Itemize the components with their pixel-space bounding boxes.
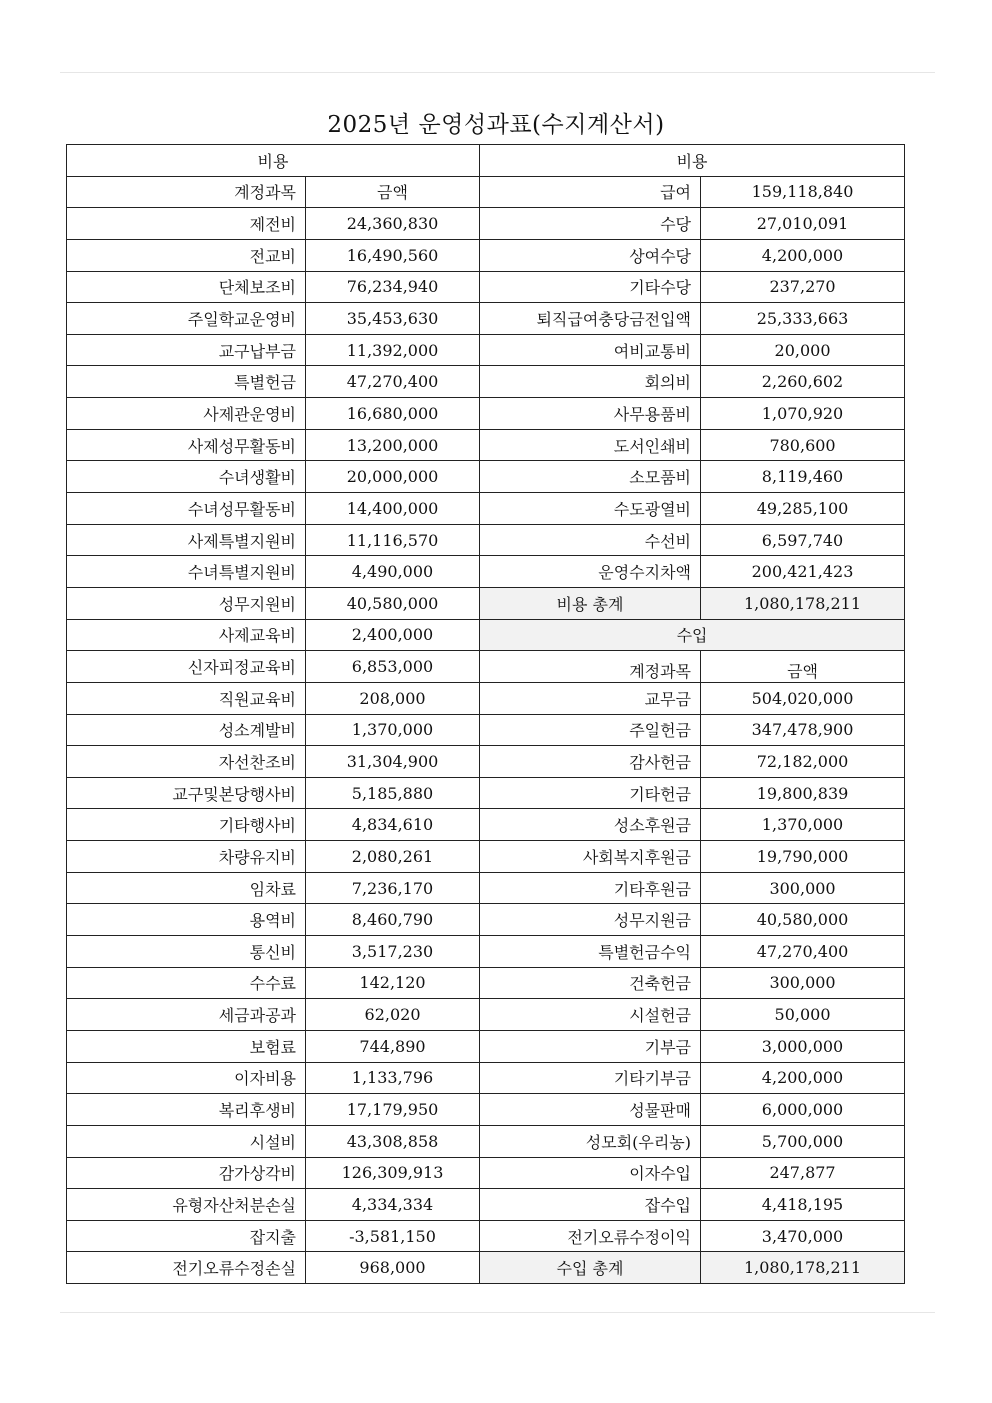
expense-account-label: 사제교육비: [67, 619, 306, 651]
expense-amount-value: 20,000,000: [306, 461, 480, 493]
top-divider: [60, 72, 935, 73]
income-account-label: 기타기부금: [480, 1062, 701, 1094]
table-row: [67, 271, 905, 303]
expense-amount-value: 6,853,000: [306, 651, 480, 683]
expense-amount-value: 6,597,740: [701, 524, 905, 556]
income-amount-value: 4,418,195: [701, 1189, 905, 1221]
expense-amount-value: 4,834,610: [306, 809, 480, 841]
income-account-label: 잡수입: [480, 1189, 701, 1221]
expense-account-label: 사제관운영비: [67, 398, 306, 430]
table-row: [67, 239, 905, 271]
expense-account-label: 보험료: [67, 1030, 306, 1062]
expense-account-label: 사제성무활동비: [67, 429, 306, 461]
expense-account-label: 상여수당: [480, 239, 701, 271]
expense-account-label: 전교비: [67, 239, 306, 271]
expense-account-label: 소모품비: [480, 461, 701, 493]
table-row: [67, 1030, 905, 1062]
table-row: [67, 461, 905, 493]
expense-amount-value: 27,010,091: [701, 208, 905, 240]
expense-amount-value: 16,490,560: [306, 239, 480, 271]
income-statement-table: [66, 144, 905, 1284]
income-amount-value: 40,580,000: [701, 904, 905, 936]
expense-account-label: 성소계발비: [67, 714, 306, 746]
income-amount-value: 19,800,839: [701, 777, 905, 809]
expense-amount-value: 76,234,940: [306, 271, 480, 303]
table-row: [67, 556, 905, 588]
income-amount-value: 3,470,000: [701, 1220, 905, 1252]
expense-account-label: 사제특별지원비: [67, 524, 306, 556]
expense-account-label: 단체보조비: [67, 271, 306, 303]
table-row: [67, 809, 905, 841]
table-row: [67, 904, 905, 936]
table-row: [67, 619, 905, 651]
expense-account-label: 수도광열비: [480, 493, 701, 525]
expense-account-label: 직원교육비: [67, 682, 306, 714]
income-amount-value: 47,270,400: [701, 936, 905, 968]
income-account-label: 기부금: [480, 1030, 701, 1062]
expense-account-label: 유형자산처분손실: [67, 1189, 306, 1221]
expense-account-label: 교구및본당행사비: [67, 777, 306, 809]
income-total-label: 수입 총계: [480, 1252, 701, 1284]
account-column-header: 계정과목: [67, 176, 306, 208]
expense-account-label: 자선찬조비: [67, 746, 306, 778]
table-row: [67, 1062, 905, 1094]
table-row: [67, 303, 905, 335]
expense-amount-value: 35,453,630: [306, 303, 480, 335]
expense-account-label: 수녀생활비: [67, 461, 306, 493]
income-account-label: 시설헌금: [480, 999, 701, 1031]
expense-account-label: 교구납부금: [67, 334, 306, 366]
expense-account-label: 감가상각비: [67, 1157, 306, 1189]
income-account-label: 기타헌금: [480, 777, 701, 809]
expense-account-label: 잡지출: [67, 1220, 306, 1252]
income-account-label: 건축헌금: [480, 967, 701, 999]
expense-account-label: 수수료: [67, 967, 306, 999]
expense-amount-value: 8,460,790: [306, 904, 480, 936]
table-row: [67, 714, 905, 746]
income-amount-value: 247,877: [701, 1157, 905, 1189]
expense-account-label: 통신비: [67, 936, 306, 968]
income-amount-value: 50,000: [701, 999, 905, 1031]
table-row: [67, 366, 905, 398]
expense-account-label: 급여: [480, 176, 701, 208]
income-account-label: 전기오류수정이익: [480, 1220, 701, 1252]
expense-account-label: 이자비용: [67, 1062, 306, 1094]
table-row: [67, 682, 905, 714]
expense-amount-value: 13,200,000: [306, 429, 480, 461]
expense-account-label: 여비교통비: [480, 334, 701, 366]
income-amount-value: 300,000: [701, 872, 905, 904]
table-row: [67, 524, 905, 556]
expense-amount-value: 17,179,950: [306, 1094, 480, 1126]
income-amount-value: 504,020,000: [701, 682, 905, 714]
expense-amount-value: 7,236,170: [306, 872, 480, 904]
table-row: [67, 999, 905, 1031]
expense-section-header-left: 비용: [67, 145, 480, 177]
income-account-label: 기타후원금: [480, 872, 701, 904]
expense-account-label: 수당: [480, 208, 701, 240]
expense-amount-value: 49,285,100: [701, 493, 905, 525]
table-row: [67, 841, 905, 873]
income-account-label: 성무지원금: [480, 904, 701, 936]
expense-amount-value: 1,370,000: [306, 714, 480, 746]
expense-account-label: 수녀성무활동비: [67, 493, 306, 525]
expense-account-label: 퇴직급여충당금전입액: [480, 303, 701, 335]
expense-account-label: 수선비: [480, 524, 701, 556]
income-amount-value: 19,790,000: [701, 841, 905, 873]
expense-amount-value: 237,270: [701, 271, 905, 303]
income-account-label: 특별헌금수익: [480, 936, 701, 968]
income-amount-value: 72,182,000: [701, 746, 905, 778]
expense-account-label: 용역비: [67, 904, 306, 936]
income-account-label: 사회복지후원금: [480, 841, 701, 873]
income-amount-value: 300,000: [701, 967, 905, 999]
expense-amount-value: 2,260,602: [701, 366, 905, 398]
expense-amount-value: 744,890: [306, 1030, 480, 1062]
expense-amount-value: 40,580,000: [306, 587, 480, 619]
expense-total-label: 비용 총계: [480, 587, 701, 619]
income-section-header: 수입: [480, 619, 905, 651]
income-amount-value: 5,700,000: [701, 1125, 905, 1157]
expense-account-label: 차량유지비: [67, 841, 306, 873]
expense-amount-value: 62,020: [306, 999, 480, 1031]
expense-amount-value: 4,334,334: [306, 1189, 480, 1221]
expense-amount-value: 2,080,261: [306, 841, 480, 873]
income-account-label: 성물판매: [480, 1094, 701, 1126]
income-amount-value: 6,000,000: [701, 1094, 905, 1126]
income-statement-body: [67, 145, 905, 1284]
expense-account-label: 수녀특별지원비: [67, 556, 306, 588]
expense-amount-value: 8,119,460: [701, 461, 905, 493]
table-row: [67, 1094, 905, 1126]
expense-amount-value: 1,070,920: [701, 398, 905, 430]
table-row: [67, 176, 905, 208]
expense-amount-value: 200,421,423: [701, 556, 905, 588]
table-row: [67, 777, 905, 809]
expense-account-label: 회의비: [480, 366, 701, 398]
expense-section-header-right: 비용: [480, 145, 905, 177]
income-amount-column-header: 금액: [701, 651, 905, 683]
expense-account-label: 시설비: [67, 1125, 306, 1157]
expense-amount-value: 14,400,000: [306, 493, 480, 525]
expense-account-label: 복리후생비: [67, 1094, 306, 1126]
table-row: [67, 334, 905, 366]
expense-amount-value: 11,116,570: [306, 524, 480, 556]
table-row: [67, 1189, 905, 1221]
income-account-label: 성소후원금: [480, 809, 701, 841]
table-row: [67, 208, 905, 240]
expense-amount-value: 5,185,880: [306, 777, 480, 809]
income-account-label: 교무금: [480, 682, 701, 714]
expense-account-label: 사무용품비: [480, 398, 701, 430]
expense-account-label: 제전비: [67, 208, 306, 240]
income-amount-value: 4,200,000: [701, 1062, 905, 1094]
expense-amount-value: 159,118,840: [701, 176, 905, 208]
expense-amount-value: 4,490,000: [306, 556, 480, 588]
expense-total-value: 1,080,178,211: [701, 587, 905, 619]
table-row: [67, 145, 905, 177]
expense-account-label: 기타수당: [480, 271, 701, 303]
income-amount-value: 347,478,900: [701, 714, 905, 746]
table-row: [67, 746, 905, 778]
page-title: 2025년 운영성과표(수지계산서): [327, 112, 665, 138]
expense-amount-value: 25,333,663: [701, 303, 905, 335]
table-row: [67, 967, 905, 999]
expense-amount-value: 968,000: [306, 1252, 480, 1284]
expense-amount-value: 208,000: [306, 682, 480, 714]
expense-amount-value: 4,200,000: [701, 239, 905, 271]
expense-account-label: 기타행사비: [67, 809, 306, 841]
expense-amount-value: 47,270,400: [306, 366, 480, 398]
table-row: [67, 493, 905, 525]
income-total-value: 1,080,178,211: [701, 1252, 905, 1284]
expense-account-label: 주일학교운영비: [67, 303, 306, 335]
expense-amount-value: 1,133,796: [306, 1062, 480, 1094]
expense-account-label: 전기오류수정손실: [67, 1252, 306, 1284]
expense-amount-value: 16,680,000: [306, 398, 480, 430]
expense-account-label: 신자피정교육비: [67, 651, 306, 683]
expense-account-label: 세금과공과: [67, 999, 306, 1031]
income-account-label: 주일헌금: [480, 714, 701, 746]
table-row: [67, 587, 905, 619]
income-account-label: 감사헌금: [480, 746, 701, 778]
table-row: [67, 429, 905, 461]
expense-amount-value: 43,308,858: [306, 1125, 480, 1157]
expense-amount-value: 2,400,000: [306, 619, 480, 651]
table-row: [67, 872, 905, 904]
table-row: [67, 651, 905, 683]
expense-amount-value: 780,600: [701, 429, 905, 461]
expense-account-label: 특별헌금: [67, 366, 306, 398]
expense-amount-value: 142,120: [306, 967, 480, 999]
amount-column-header: 금액: [306, 176, 480, 208]
expense-amount-value: 20,000: [701, 334, 905, 366]
income-amount-value: 1,370,000: [701, 809, 905, 841]
income-amount-value: 3,000,000: [701, 1030, 905, 1062]
expense-amount-value: -3,581,150: [306, 1220, 480, 1252]
expense-account-label: 임차료: [67, 872, 306, 904]
expense-amount-value: 126,309,913: [306, 1157, 480, 1189]
table-row: [67, 1220, 905, 1252]
bottom-divider: [60, 1312, 935, 1313]
expense-amount-value: 31,304,900: [306, 746, 480, 778]
table-row: [67, 1252, 905, 1284]
table-row: [67, 398, 905, 430]
expense-amount-value: 3,517,230: [306, 936, 480, 968]
income-account-label: 성모회(우리농): [480, 1125, 701, 1157]
expense-account-label: 성무지원비: [67, 587, 306, 619]
table-row: [67, 936, 905, 968]
income-account-label: 이자수입: [480, 1157, 701, 1189]
expense-amount-value: 11,392,000: [306, 334, 480, 366]
table-row: [67, 1125, 905, 1157]
table-row: [67, 1157, 905, 1189]
expense-account-label: 운영수지차액: [480, 556, 701, 588]
income-account-column-header: 계정과목: [480, 651, 701, 683]
expense-account-label: 도서인쇄비: [480, 429, 701, 461]
expense-amount-value: 24,360,830: [306, 208, 480, 240]
